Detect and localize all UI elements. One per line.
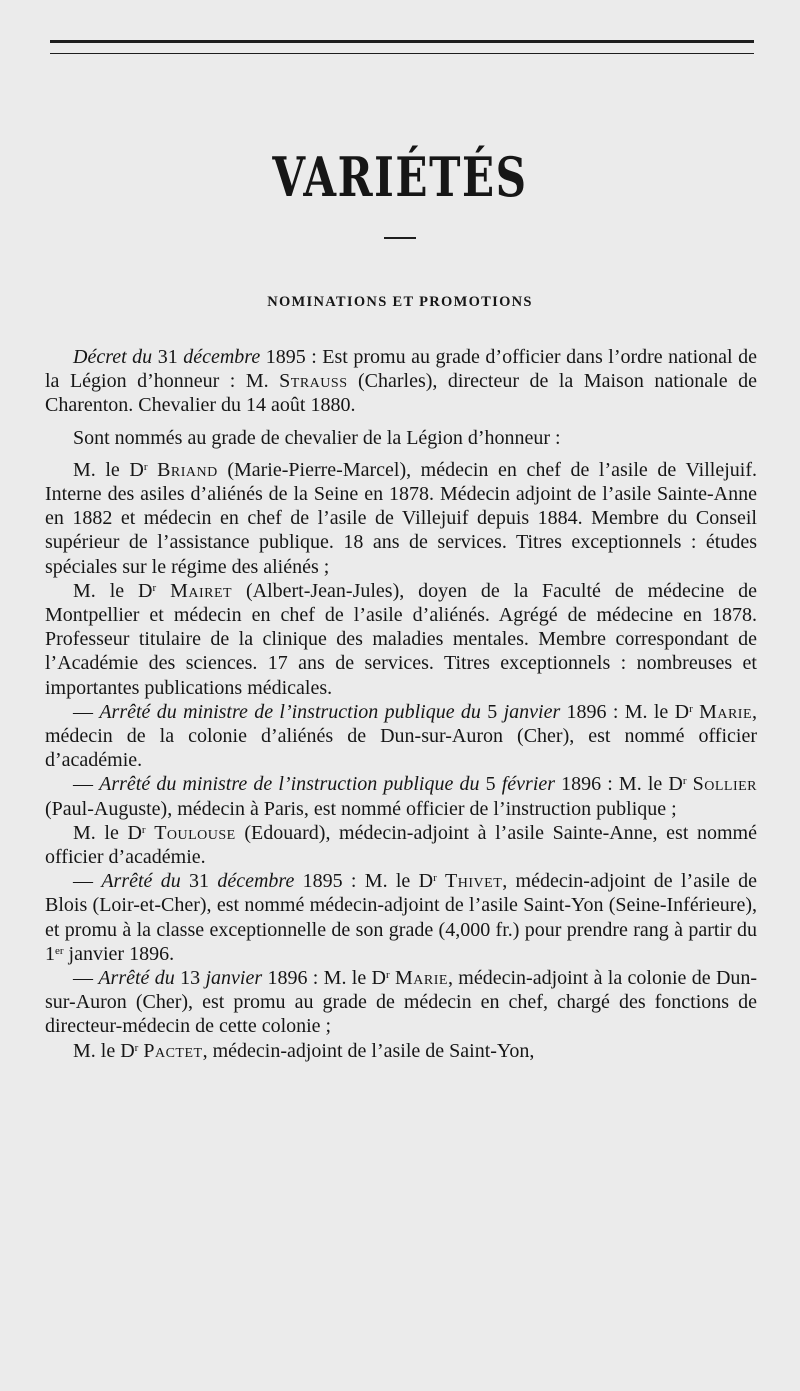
paragraph-toulouse: [45, 821, 757, 869]
text-span: , médecin-adjoint à la colonie de Dun-sur-Auron (Cher), est promu au grade de médecin en chef, chargé des fonctions de directeur-médecin de cette colonie ;: [45, 967, 758, 1038]
person-name: Mairet: [170, 579, 233, 602]
header-double-rule: [50, 40, 754, 54]
text-span: 1895 : M. le D: [294, 870, 434, 893]
text-span: (Charles), directeur de la Maison nationale de Charenton. Chevalier du 14 août 1880.: [45, 370, 758, 417]
text-span: 31: [180, 870, 218, 893]
article-body: [45, 345, 757, 1063]
person-name: Pactet: [143, 1039, 203, 1062]
paragraph-arrete-sollier: [45, 772, 757, 820]
superscript: r: [682, 775, 687, 788]
person-name: Marie: [395, 967, 448, 990]
superscript: r: [141, 823, 146, 836]
text-span: [148, 459, 158, 481]
text-span: [437, 870, 445, 892]
text-span: 13: [174, 967, 206, 990]
text-span: janvier: [205, 967, 263, 990]
text-span: , médecin-adjoint de l’asile de Blois (Loir-et-Cher), est nommé médecin-adjoint de l’asile Saint-Yon (Seine-Inférieure), et promu à la classe exceptionnelle de son grade (4,000 fr.) pour prendre rang à partir du 1: [45, 870, 758, 965]
text-span: décembre: [217, 870, 295, 893]
text-span: Décret du: [73, 346, 153, 368]
superscript: r: [134, 1041, 139, 1054]
text-span: décembre: [183, 346, 261, 368]
paragraph-briand: [45, 458, 757, 579]
paragraph-decree-strauss: [45, 345, 757, 418]
text-span: 1896 : M. le D: [560, 700, 690, 723]
text-span: 1896 : M. le D: [555, 773, 683, 796]
text-span: 5: [479, 773, 502, 796]
person-name: Briand: [157, 458, 218, 481]
text-span: janvier: [503, 700, 561, 723]
text-span: M. le D: [73, 821, 142, 844]
paragraph-arrete-thivet: [45, 869, 757, 966]
paragraph-chevalier-intro: [45, 426, 757, 450]
text-span: (Albert-Jean-Jules), doyen de la Faculté de médecine de Montpellier et médecin en chef de l’asile d’aliénés. Agrégé de médecine en 1878. Professeur titulaire de la clinique des maladies mentales. Membre correspondant de l’Académie des sciences. 17 ans de services. Titres exceptionnels : nombreuses et importantes publications médicales.: [45, 579, 758, 699]
person-name: Marie: [699, 700, 753, 723]
superscript: r: [385, 969, 390, 982]
text-span: février: [501, 773, 556, 796]
superscript: r: [143, 460, 148, 473]
text-span: 31: [152, 346, 184, 368]
text-span: Arrêté du ministre de l’instruction publique du: [99, 700, 481, 723]
title-separator: [384, 237, 416, 239]
paragraph-arrete-marie-promotion: [45, 966, 757, 1039]
text-span: , médecin-adjoint de l’asile de Saint-Yon,: [202, 1039, 535, 1062]
superscript: er: [55, 944, 64, 957]
text-span: 5: [480, 700, 504, 723]
text-span: Arrêté du: [101, 870, 181, 893]
section-heading: NOMINATIONS ET PROMOTIONS: [267, 294, 533, 310]
text-span: [146, 822, 155, 844]
text-span: janvier 1896.: [63, 942, 175, 965]
text-span: [156, 580, 170, 602]
text-span: (Marie-Pierre-Marcel), médecin en chef de l’asile de Villejuif. Interne des asiles d’aliénés de la Seine en 1878. Médecin adjoint de l’asile Sainte-Anne en 1882 et médecin en chef de l’asile de Villejuif depuis 1884. Membre du Conseil supérieur de l’assistance publique. 18 ans de services. Titres exceptionnels : études spéciales sur le régime des aliénés ;: [45, 458, 758, 578]
paragraph-pactet: [45, 1039, 757, 1063]
text-span: (Edouard), médecin-adjoint à l’asile Sainte-Anne, est nommé officier d’académie.: [45, 821, 757, 869]
paragraph-mairet: [45, 579, 757, 700]
text-span: , médecin de la colonie d’aliénés de Dun-sur-Auron (Cher), est nommé officier d’académie.: [45, 700, 758, 772]
paragraph-arrete-marie-academie: [45, 700, 757, 773]
text-span: Sont nommés au grade de chevalier de la Légion d’honneur :: [73, 426, 561, 449]
text-span: Arrêté du: [98, 967, 175, 990]
text-span: M. le D: [73, 458, 144, 481]
person-name: Thivet: [445, 870, 503, 893]
text-span: 1895 : Est promu au grade d’officier dans l’ordre national de la Légion d’honneur : M.: [45, 346, 757, 393]
page-title: VARIÉTÉS: [272, 145, 528, 209]
text-span: —: [73, 967, 99, 990]
person-name: Strauss: [279, 370, 348, 393]
text-span: M. le D: [73, 579, 153, 602]
superscript: r: [152, 581, 157, 594]
person-name: Toulouse: [154, 821, 236, 844]
text-span: Arrêté du ministre de l’instruction publique du: [99, 773, 480, 796]
superscript: r: [433, 872, 437, 885]
text-span: —: [73, 773, 100, 796]
superscript: r: [689, 702, 693, 715]
text-span: (Paul-Auguste), médecin à Paris, est nommé officier de l’instruction publique ;: [45, 797, 677, 820]
text-span: —: [73, 870, 102, 893]
text-span: M. le D: [73, 1039, 135, 1062]
text-span: —: [73, 700, 100, 723]
text-span: 1896 : M. le D: [262, 967, 386, 990]
person-name: Sollier: [692, 773, 758, 796]
